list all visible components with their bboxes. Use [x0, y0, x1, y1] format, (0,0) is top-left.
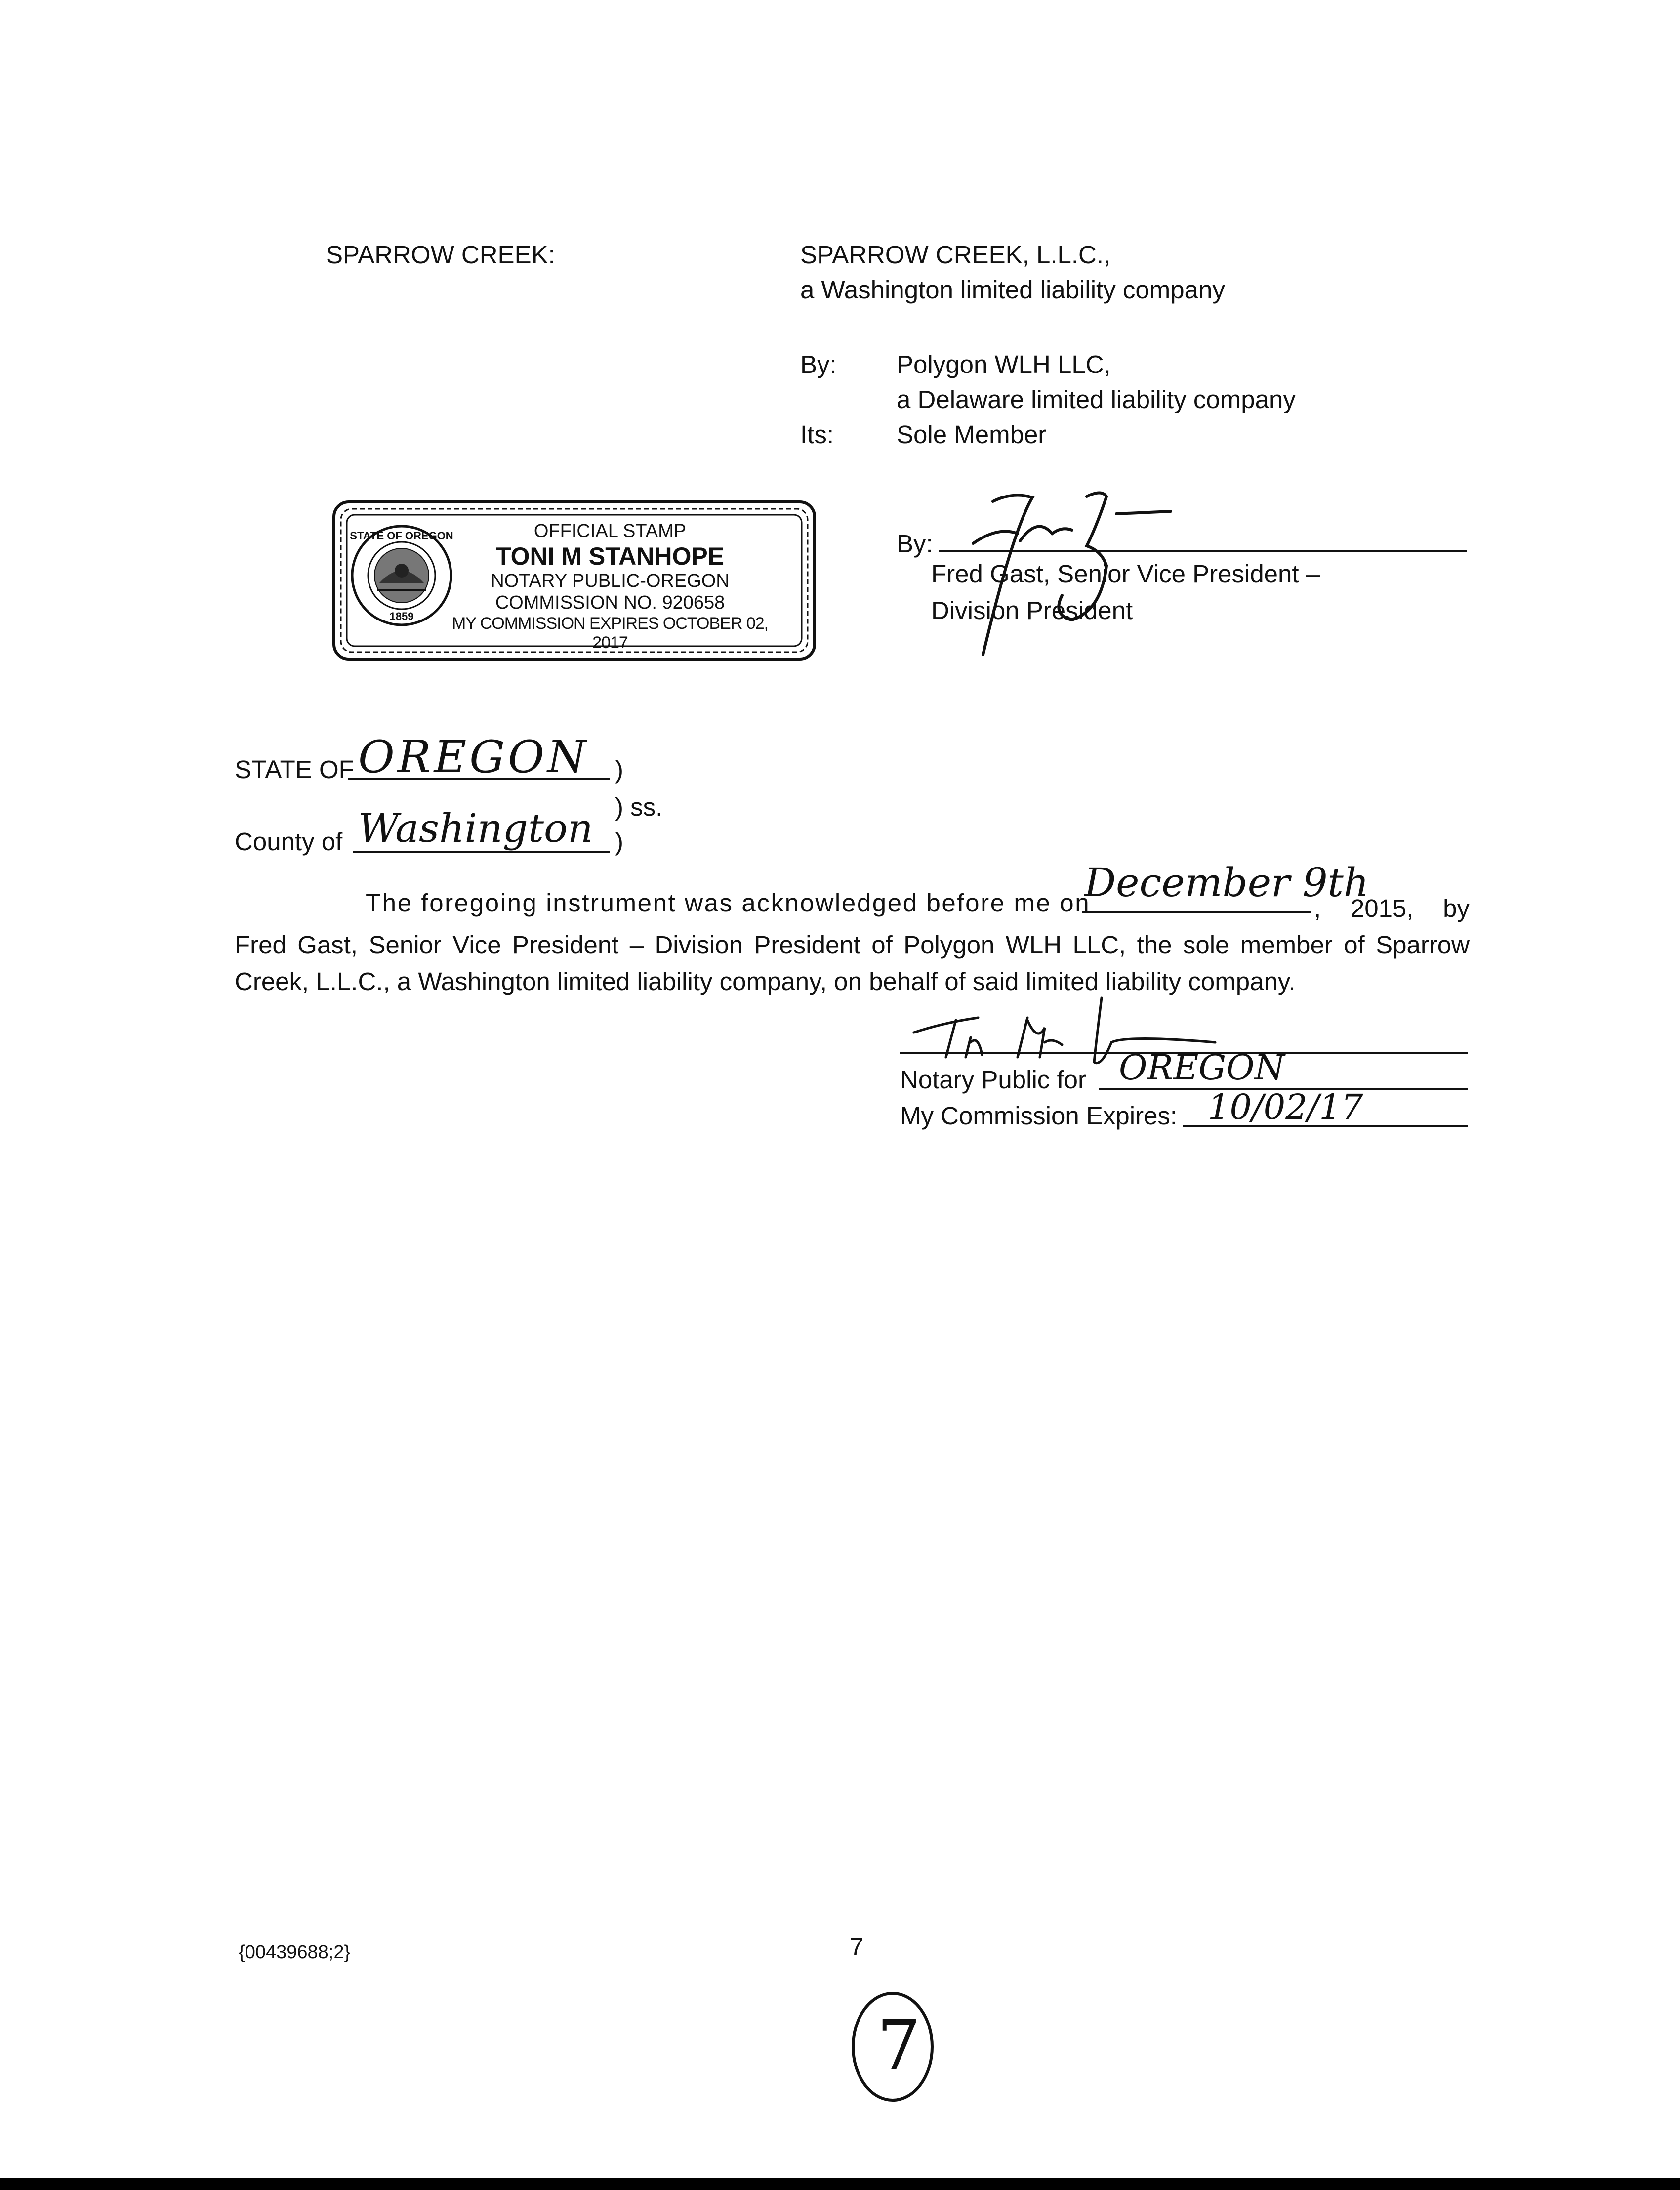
member-by-label: By:: [800, 350, 837, 378]
acknowledgment-intro: The foregoing instrument was acknowledged before me on: [366, 889, 1091, 917]
commission-expires-handwritten: 10/02/17: [1208, 1087, 1363, 1127]
member-its-value: Sole Member: [897, 420, 1047, 449]
state-seal-icon: [350, 524, 453, 627]
member-its-label: Its:: [800, 420, 834, 449]
stamp-line-3: NOTARY PUBLIC-OREGON: [491, 571, 730, 592]
state-paren: ): [615, 755, 623, 784]
county-handwritten: Washington: [358, 805, 593, 851]
seal-text: STATE OF OREGON: [350, 530, 453, 542]
state-handwritten: OREGON: [358, 731, 589, 783]
notary-official-stamp: [331, 499, 818, 662]
entity-description: a Washington limited liability company: [800, 276, 1225, 304]
county-label: County of: [235, 827, 343, 856]
signer-title-line-1: Fred Gast, Senior Vice President –: [931, 560, 1320, 588]
page-number: 7: [850, 1933, 864, 1961]
member-description: a Delaware limited liability company: [897, 385, 1296, 413]
circled-number: 7: [877, 2006, 921, 2086]
notary-public-for-label: Notary Public for: [900, 1066, 1086, 1094]
stamp-expiration: MY COMMISSION EXPIRES OCTOBER 02, 2017: [451, 614, 769, 652]
document-id: {00439688;2}: [239, 1942, 351, 1963]
acknowledgment-date-handwritten: December 9th: [1084, 860, 1369, 906]
party-label: SPARROW CREEK:: [326, 241, 555, 269]
notary-public-for-handwritten: OREGON: [1119, 1047, 1285, 1088]
member-name: Polygon WLH LLC,: [897, 350, 1111, 378]
stamp-commission-number: COMMISSION NO. 920658: [495, 592, 725, 613]
entity-name: SPARROW CREEK, L.L.C.,: [800, 241, 1111, 269]
county-paren: ): [615, 827, 623, 856]
handwritten-signature-fred-gast: [939, 487, 1195, 664]
stamp-line-1: OFFICIAL STAMP: [533, 521, 687, 541]
acknowledgment-body: [235, 890, 1470, 1000]
acknowledgment-text: , 2015, by Fred Gast, Senior Vice President – Division President of Polygon WLH LLC, the sole member of Sparrow Creek, L.L.C., a Washington limited liability company, on behalf of said limited liability company.: [235, 894, 1470, 995]
circled-page-marker: [850, 1988, 936, 2105]
seal-year: 1859: [389, 610, 414, 622]
scan-bottom-edge: [0, 2178, 1680, 2190]
state-label: STATE OF: [235, 755, 354, 784]
stamp-text-block: [440, 521, 780, 653]
signature-by-label: By:: [897, 530, 933, 558]
commission-expires-label: My Commission Expires:: [900, 1102, 1178, 1130]
signer-title-line-2: Division President: [931, 596, 1133, 624]
stamp-notary-name: TONI M STANHOPE: [495, 542, 725, 570]
ss-label: ) ss.: [615, 793, 663, 821]
